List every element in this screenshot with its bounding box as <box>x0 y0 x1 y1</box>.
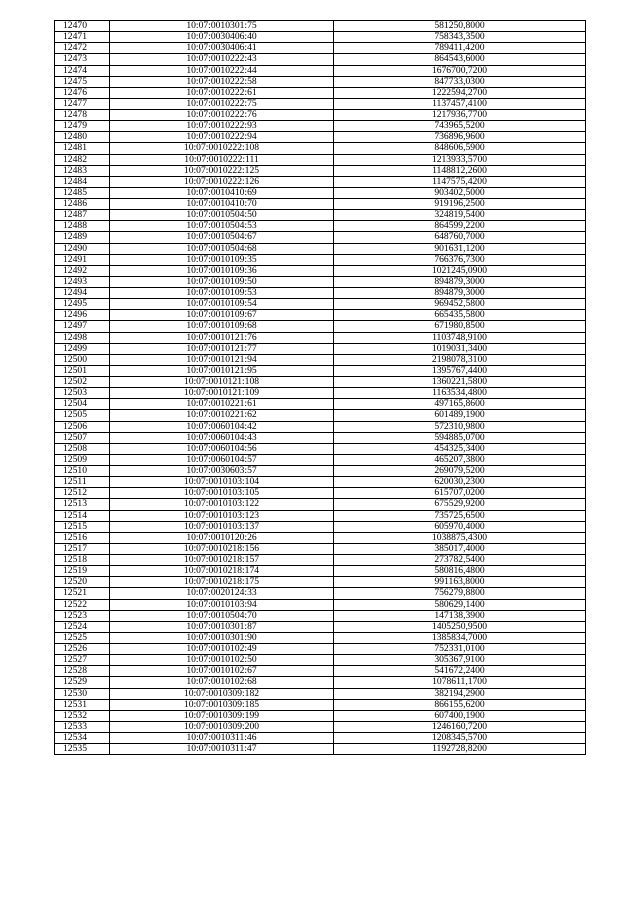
cadastral-number-cell: 10:07:0010222:108 <box>110 143 334 154</box>
value-cell: 581250,8000 <box>334 21 586 32</box>
table-row <box>55 443 586 454</box>
table-row <box>55 310 586 321</box>
row-number-cell: 12505 <box>55 410 110 421</box>
table-row <box>55 87 586 98</box>
value-cell: 789411,4200 <box>334 43 586 54</box>
cadastral-number-cell: 10:07:0010109:35 <box>110 254 334 265</box>
cadastral-number-cell: 10:07:0010504:68 <box>110 243 334 254</box>
row-number-cell: 12516 <box>55 532 110 543</box>
value-cell: 382194,2900 <box>334 688 586 699</box>
cadastral-number-cell: 10:07:0010301:90 <box>110 632 334 643</box>
table-row <box>55 132 586 143</box>
row-number-cell: 12488 <box>55 221 110 232</box>
table-row <box>55 365 586 376</box>
cadastral-number-cell: 10:07:0010103:137 <box>110 521 334 532</box>
value-cell: 894879,3000 <box>334 288 586 299</box>
row-number-cell: 12493 <box>55 276 110 287</box>
value-cell: 620030,2300 <box>334 477 586 488</box>
table-row <box>55 110 586 121</box>
value-cell: 991163,8000 <box>334 577 586 588</box>
value-cell: 1147575,4200 <box>334 176 586 187</box>
table-row <box>55 276 586 287</box>
table-row <box>55 332 586 343</box>
value-cell: 866155,6200 <box>334 699 586 710</box>
table-row <box>55 254 586 265</box>
value-cell: 1222594,2700 <box>334 87 586 98</box>
row-number-cell: 12477 <box>55 98 110 109</box>
cadastral-number-cell: 10:07:0010410:69 <box>110 187 334 198</box>
cadastral-number-cell: 10:07:0010102:50 <box>110 655 334 666</box>
value-cell: 665435,5800 <box>334 310 586 321</box>
row-number-cell: 12470 <box>55 21 110 32</box>
cadastral-number-cell: 10:07:0010222:75 <box>110 98 334 109</box>
value-cell: 541672,2400 <box>334 666 586 677</box>
row-number-cell: 12530 <box>55 688 110 699</box>
cadastral-number-cell: 10:07:0010221:61 <box>110 399 334 410</box>
row-number-cell: 12525 <box>55 632 110 643</box>
value-cell: 894879,3000 <box>334 276 586 287</box>
cadastral-number-cell: 10:07:0010121:77 <box>110 343 334 354</box>
table-row <box>55 566 586 577</box>
row-number-cell: 12497 <box>55 321 110 332</box>
cadastral-number-cell: 10:07:0010222:93 <box>110 121 334 132</box>
table-row <box>55 65 586 76</box>
table-row <box>55 221 586 232</box>
row-number-cell: 12517 <box>55 543 110 554</box>
cadastral-number-cell: 10:07:0010109:53 <box>110 288 334 299</box>
table-row <box>55 644 586 655</box>
row-number-cell: 12490 <box>55 243 110 254</box>
cadastral-number-cell: 10:07:0020124:33 <box>110 588 334 599</box>
table-row <box>55 399 586 410</box>
cadastral-number-cell: 10:07:0030603:57 <box>110 466 334 477</box>
cadastral-number-cell: 10:07:0010109:68 <box>110 321 334 332</box>
cadastral-number-cell: 10:07:0010222:43 <box>110 54 334 65</box>
cadastral-number-cell: 10:07:0010311:47 <box>110 744 334 755</box>
value-cell: 766376,7300 <box>334 254 586 265</box>
row-number-cell: 12484 <box>55 176 110 187</box>
table-row <box>55 521 586 532</box>
row-number-cell: 12498 <box>55 332 110 343</box>
value-cell: 615707,0200 <box>334 488 586 499</box>
table-row <box>55 688 586 699</box>
row-number-cell: 12524 <box>55 621 110 632</box>
cadastral-number-cell: 10:07:0010222:126 <box>110 176 334 187</box>
value-cell: 497165,8600 <box>334 399 586 410</box>
row-number-cell: 12480 <box>55 132 110 143</box>
table-row <box>55 21 586 32</box>
value-cell: 864599,2200 <box>334 221 586 232</box>
value-cell: 675529,9200 <box>334 499 586 510</box>
cadastral-number-cell: 10:07:0010309:185 <box>110 699 334 710</box>
value-cell: 736896,9600 <box>334 132 586 143</box>
row-number-cell: 12478 <box>55 110 110 121</box>
value-cell: 847733,0300 <box>334 76 586 87</box>
value-cell: 1192728,8200 <box>334 744 586 755</box>
table-row <box>55 410 586 421</box>
cadastral-number-cell: 10:07:0010222:94 <box>110 132 334 143</box>
cadastral-number-cell: 10:07:0010222:76 <box>110 110 334 121</box>
row-number-cell: 12520 <box>55 577 110 588</box>
table-row <box>55 588 586 599</box>
row-number-cell: 12471 <box>55 32 110 43</box>
table-row <box>55 599 586 610</box>
value-cell: 903402,5000 <box>334 187 586 198</box>
cadastral-number-cell: 10:07:0010504:50 <box>110 210 334 221</box>
row-number-cell: 12476 <box>55 87 110 98</box>
table-row <box>55 165 586 176</box>
cadastral-number-cell: 10:07:0010218:175 <box>110 577 334 588</box>
value-cell: 454325,3400 <box>334 443 586 454</box>
table-row <box>55 232 586 243</box>
cadastral-number-cell: 10:07:0010222:111 <box>110 154 334 165</box>
value-cell: 1395767,4400 <box>334 365 586 376</box>
row-number-cell: 12510 <box>55 466 110 477</box>
table-row <box>55 421 586 432</box>
row-number-cell: 12472 <box>55 43 110 54</box>
row-number-cell: 12492 <box>55 265 110 276</box>
cadastral-number-cell: 10:07:0010410:70 <box>110 199 334 210</box>
cadastral-number-cell: 10:07:0010301:75 <box>110 21 334 32</box>
table-row <box>55 265 586 276</box>
row-number-cell: 12500 <box>55 354 110 365</box>
row-number-cell: 12485 <box>55 187 110 198</box>
table-row <box>55 43 586 54</box>
cadastral-number-cell: 10:07:0010309:200 <box>110 721 334 732</box>
table-row <box>55 32 586 43</box>
table-row <box>55 98 586 109</box>
row-number-cell: 12511 <box>55 477 110 488</box>
cadastral-value-table <box>54 20 586 755</box>
value-cell: 465207,3800 <box>334 454 586 465</box>
row-number-cell: 12495 <box>55 299 110 310</box>
row-number-cell: 12512 <box>55 488 110 499</box>
value-cell: 1217936,7700 <box>334 110 586 121</box>
cadastral-number-cell: 10:07:0010103:104 <box>110 477 334 488</box>
row-number-cell: 12486 <box>55 199 110 210</box>
table-row <box>55 721 586 732</box>
value-cell: 305367,9100 <box>334 655 586 666</box>
row-number-cell: 12508 <box>55 443 110 454</box>
value-cell: 269079,5200 <box>334 466 586 477</box>
row-number-cell: 12491 <box>55 254 110 265</box>
value-cell: 758343,3500 <box>334 32 586 43</box>
row-number-cell: 12506 <box>55 421 110 432</box>
row-number-cell: 12523 <box>55 610 110 621</box>
cadastral-number-cell: 10:07:0010103:122 <box>110 499 334 510</box>
value-cell: 969452,5800 <box>334 299 586 310</box>
table-row <box>55 632 586 643</box>
value-cell: 572310,9800 <box>334 421 586 432</box>
cadastral-number-cell: 10:07:0010103:94 <box>110 599 334 610</box>
value-cell: 580629,1400 <box>334 599 586 610</box>
row-number-cell: 12473 <box>55 54 110 65</box>
value-cell: 1360221,5800 <box>334 377 586 388</box>
table-row <box>55 199 586 210</box>
table-row <box>55 532 586 543</box>
table-row <box>55 354 586 365</box>
cadastral-number-cell: 10:07:0030406:41 <box>110 43 334 54</box>
cadastral-number-cell: 10:07:0010301:87 <box>110 621 334 632</box>
row-number-cell: 12504 <box>55 399 110 410</box>
row-number-cell: 12528 <box>55 666 110 677</box>
table-row <box>55 744 586 755</box>
table-row <box>55 154 586 165</box>
table-row <box>55 76 586 87</box>
value-cell: 580816,4800 <box>334 566 586 577</box>
cadastral-number-cell: 10:07:0010218:174 <box>110 566 334 577</box>
row-number-cell: 12515 <box>55 521 110 532</box>
row-number-cell: 12533 <box>55 721 110 732</box>
cadastral-number-cell: 10:07:0060104:42 <box>110 421 334 432</box>
value-cell: 1148812,2600 <box>334 165 586 176</box>
table-row <box>55 543 586 554</box>
value-cell: 1038875,4300 <box>334 532 586 543</box>
row-number-cell: 12474 <box>55 65 110 76</box>
table-row <box>55 699 586 710</box>
cadastral-number-cell: 10:07:0060104:56 <box>110 443 334 454</box>
cadastral-number-cell: 10:07:0060104:57 <box>110 454 334 465</box>
value-cell: 605970,4000 <box>334 521 586 532</box>
cadastral-number-cell: 10:07:0010109:36 <box>110 265 334 276</box>
table-row <box>55 655 586 666</box>
cadastral-number-cell: 10:07:0010222:61 <box>110 87 334 98</box>
table-row <box>55 343 586 354</box>
value-cell: 1019031,3400 <box>334 343 586 354</box>
cadastral-number-cell: 10:07:0010103:123 <box>110 510 334 521</box>
table-row <box>55 677 586 688</box>
table-row <box>55 388 586 399</box>
row-number-cell: 12479 <box>55 121 110 132</box>
row-number-cell: 12534 <box>55 733 110 744</box>
row-number-cell: 12502 <box>55 377 110 388</box>
cadastral-number-cell: 10:07:0010309:199 <box>110 710 334 721</box>
table-row <box>55 666 586 677</box>
row-number-cell: 12503 <box>55 388 110 399</box>
table-row <box>55 466 586 477</box>
cadastral-number-cell: 10:07:0010309:182 <box>110 688 334 699</box>
row-number-cell: 12521 <box>55 588 110 599</box>
table-row <box>55 243 586 254</box>
cadastral-number-cell: 10:07:0010504:70 <box>110 610 334 621</box>
cadastral-number-cell: 10:07:0010504:53 <box>110 221 334 232</box>
value-cell: 1676700,7200 <box>334 65 586 76</box>
cadastral-number-cell: 10:07:0010218:157 <box>110 555 334 566</box>
value-cell: 1137457,4100 <box>334 98 586 109</box>
cadastral-number-cell: 10:07:0010121:95 <box>110 365 334 376</box>
row-number-cell: 12527 <box>55 655 110 666</box>
table-row <box>55 477 586 488</box>
value-cell: 848606,5900 <box>334 143 586 154</box>
table-row <box>55 733 586 744</box>
row-number-cell: 12507 <box>55 432 110 443</box>
cadastral-number-cell: 10:07:0010102:49 <box>110 644 334 655</box>
cadastral-number-cell: 10:07:0010102:67 <box>110 666 334 677</box>
table-row <box>55 187 586 198</box>
row-number-cell: 12532 <box>55 710 110 721</box>
value-cell: 756279,8800 <box>334 588 586 599</box>
value-cell: 1163534,4800 <box>334 388 586 399</box>
table-row <box>55 143 586 154</box>
table-row <box>55 499 586 510</box>
cadastral-number-cell: 10:07:0010109:67 <box>110 310 334 321</box>
value-cell: 607400,1900 <box>334 710 586 721</box>
row-number-cell: 12475 <box>55 76 110 87</box>
row-number-cell: 12487 <box>55 210 110 221</box>
value-cell: 601489,1900 <box>334 410 586 421</box>
table-row <box>55 710 586 721</box>
value-cell: 324819,5400 <box>334 210 586 221</box>
cadastral-number-cell: 10:07:0010102:68 <box>110 677 334 688</box>
cadastral-number-cell: 10:07:0010222:58 <box>110 76 334 87</box>
row-number-cell: 12531 <box>55 699 110 710</box>
cadastral-number-cell: 10:07:0010221:62 <box>110 410 334 421</box>
row-number-cell: 12494 <box>55 288 110 299</box>
table-row <box>55 321 586 332</box>
table-row <box>55 432 586 443</box>
table-row <box>55 510 586 521</box>
row-number-cell: 12501 <box>55 365 110 376</box>
cadastral-number-cell: 10:07:0010109:50 <box>110 276 334 287</box>
table-row <box>55 454 586 465</box>
row-number-cell: 12482 <box>55 154 110 165</box>
table-row <box>55 621 586 632</box>
cadastral-number-cell: 10:07:0010121:109 <box>110 388 334 399</box>
cadastral-number-cell: 10:07:0010311:46 <box>110 733 334 744</box>
table-row <box>55 577 586 588</box>
value-cell: 385017,4000 <box>334 543 586 554</box>
cadastral-number-cell: 10:07:0010504:67 <box>110 232 334 243</box>
cadastral-number-cell: 10:07:0010121:108 <box>110 377 334 388</box>
cadastral-number-cell: 10:07:0010109:54 <box>110 299 334 310</box>
row-number-cell: 12496 <box>55 310 110 321</box>
row-number-cell: 12526 <box>55 644 110 655</box>
cadastral-number-cell: 10:07:0010222:44 <box>110 65 334 76</box>
value-cell: 864543,6000 <box>334 54 586 65</box>
value-cell: 1078611,1700 <box>334 677 586 688</box>
table-row <box>55 54 586 65</box>
cadastral-number-cell: 10:07:0010103:105 <box>110 488 334 499</box>
cadastral-number-cell: 10:07:0030406:40 <box>110 32 334 43</box>
row-number-cell: 12522 <box>55 599 110 610</box>
row-number-cell: 12529 <box>55 677 110 688</box>
value-cell: 735725,6500 <box>334 510 586 521</box>
value-cell: 1021245,0900 <box>334 265 586 276</box>
value-cell: 1405250,9500 <box>334 621 586 632</box>
value-cell: 671980,8500 <box>334 321 586 332</box>
row-number-cell: 12509 <box>55 454 110 465</box>
value-cell: 648760,7000 <box>334 232 586 243</box>
table-row <box>55 555 586 566</box>
value-cell: 147138,3900 <box>334 610 586 621</box>
value-cell: 273782,5400 <box>334 555 586 566</box>
value-cell: 743965,5200 <box>334 121 586 132</box>
value-cell: 1103748,9100 <box>334 332 586 343</box>
table-row <box>55 210 586 221</box>
row-number-cell: 12519 <box>55 566 110 577</box>
cadastral-number-cell: 10:07:0060104:43 <box>110 432 334 443</box>
cadastral-number-cell: 10:07:0010121:76 <box>110 332 334 343</box>
value-cell: 752331,0100 <box>334 644 586 655</box>
row-number-cell: 12481 <box>55 143 110 154</box>
row-number-cell: 12535 <box>55 744 110 755</box>
value-cell: 1213933,5700 <box>334 154 586 165</box>
value-cell: 901631,1200 <box>334 243 586 254</box>
row-number-cell: 12513 <box>55 499 110 510</box>
table-row <box>55 610 586 621</box>
value-cell: 2198078,3100 <box>334 354 586 365</box>
table-row <box>55 176 586 187</box>
cadastral-number-cell: 10:07:0010218:156 <box>110 543 334 554</box>
row-number-cell: 12499 <box>55 343 110 354</box>
value-cell: 1385834,7000 <box>334 632 586 643</box>
table-row <box>55 488 586 499</box>
table-row <box>55 288 586 299</box>
row-number-cell: 12483 <box>55 165 110 176</box>
value-cell: 1246160,7200 <box>334 721 586 732</box>
row-number-cell: 12518 <box>55 555 110 566</box>
table-row <box>55 121 586 132</box>
cadastral-number-cell: 10:07:0010120:26 <box>110 532 334 543</box>
row-number-cell: 12489 <box>55 232 110 243</box>
value-cell: 594885,0700 <box>334 432 586 443</box>
cadastral-number-cell: 10:07:0010121:94 <box>110 354 334 365</box>
cadastral-number-cell: 10:07:0010222:125 <box>110 165 334 176</box>
value-cell: 1208345,5700 <box>334 733 586 744</box>
row-number-cell: 12514 <box>55 510 110 521</box>
table-row <box>55 299 586 310</box>
value-cell: 919196,2500 <box>334 199 586 210</box>
table-row <box>55 377 586 388</box>
table-body <box>55 21 586 755</box>
